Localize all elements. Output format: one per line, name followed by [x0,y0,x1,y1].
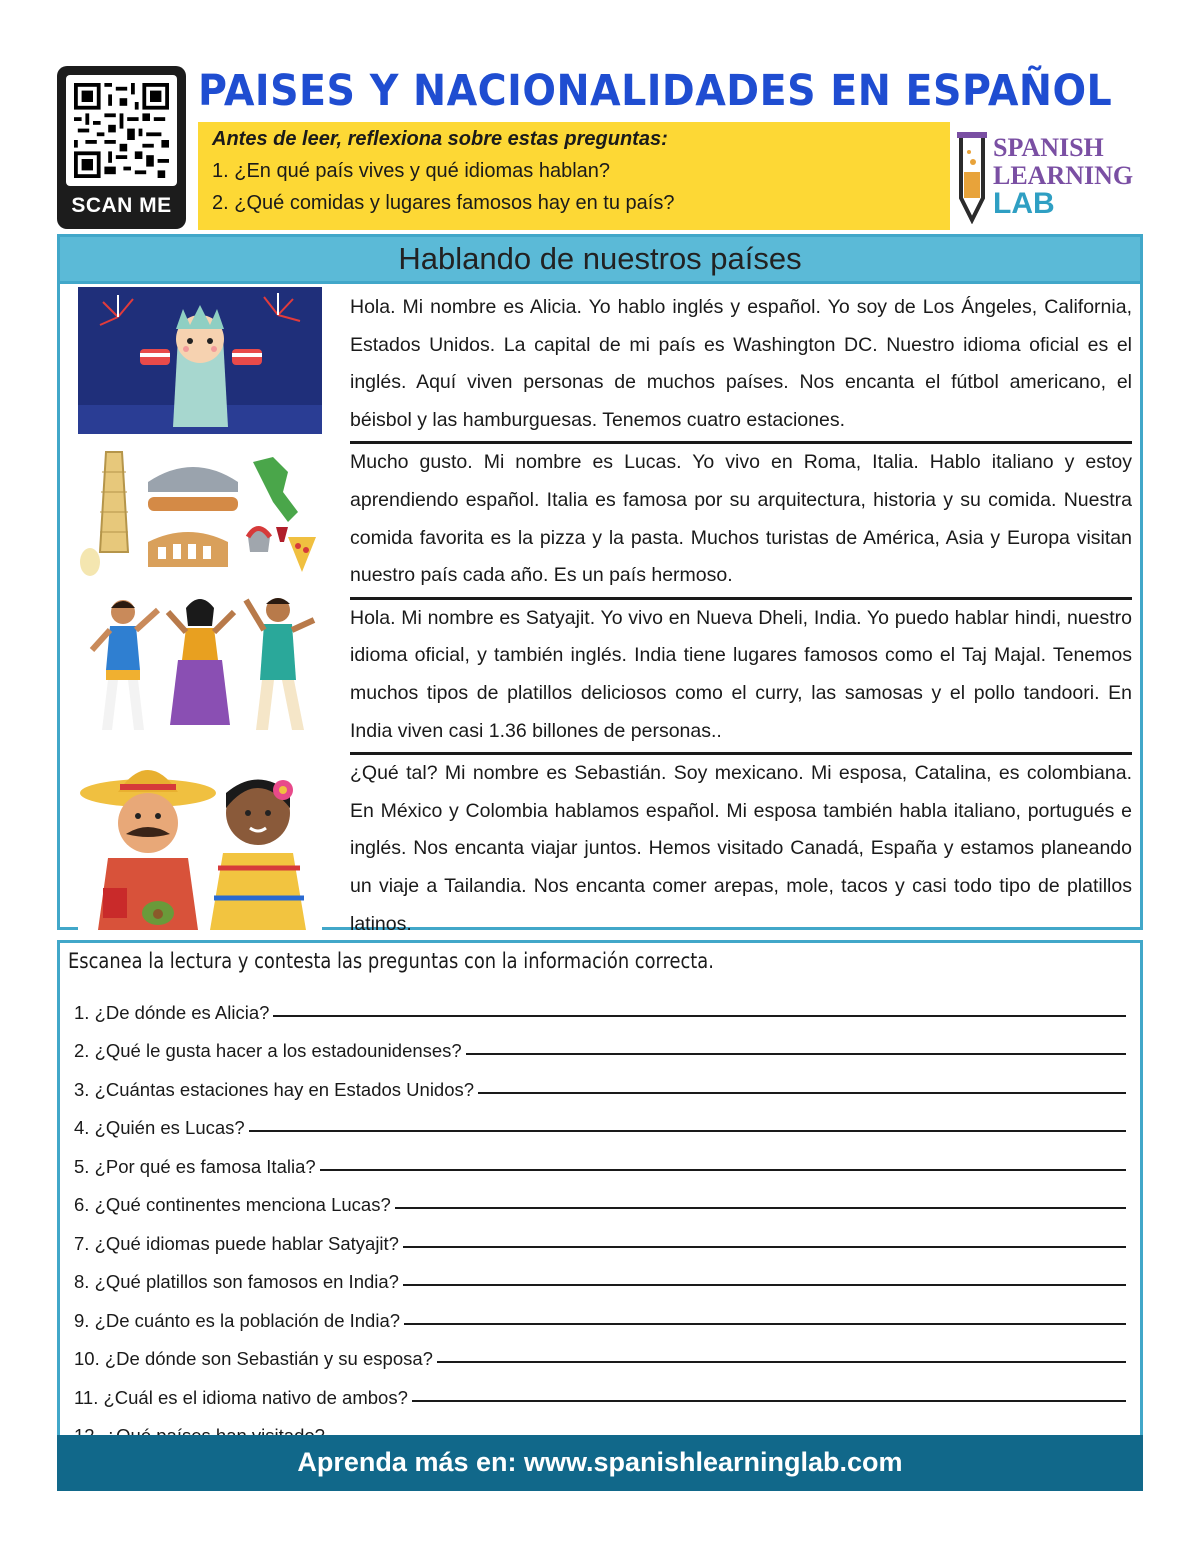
question-text: 5. ¿Por qué es famosa Italia? [74,1155,316,1177]
mexican-colombian-couple-illustration [78,748,322,930]
illustration-column [78,287,326,938]
question-text: 6. ¿Qué continentes menciona Lucas? [74,1194,391,1215]
qr-code-icon [74,83,169,178]
question-row [74,1293,1126,1332]
answer-line[interactable] [466,1053,1126,1055]
page-title: PAISES Y NACIONALIDADES EN ESPAÑOL [198,66,1113,116]
spanish-learning-lab-logo[interactable] [955,126,1145,226]
answer-line[interactable] [395,1207,1126,1209]
qr-scan-label: SCAN ME [71,194,172,217]
reading-title: Hablando de nuestros países [60,237,1140,284]
reading-paragraphs [350,289,1132,945]
reading-section [57,234,1143,935]
answer-line[interactable] [404,1323,1126,1325]
answer-line[interactable] [403,1284,1126,1286]
question-row [74,1024,1126,1063]
question-text: 8. ¿Qué platillos son famosos en India? [74,1271,399,1292]
paragraph-satyajit: Hola. Mi nombre es Satyajit. Yo vivo en Nueva Dheli, India. Yo puedo hablar hindi, nuestro idioma oficial, y también inglés. India tiene lugares famosos como el Taj Majal. Tenemos muchos tipos de platillos deliciosos como el curry, las samosas y el pollo tandoori. En India viven casi 1.36 billones de personas.. [350,597,1132,752]
question-row [74,1255,1126,1294]
question-row [74,1332,1126,1371]
paragraph-sebastian: ¿Qué tal? Mi nombre es Sebastián. Soy mexicano. Mi esposa, Catalina, es colombiana. En México y Colombia hablamos español. Mi esposa también habla italiano, portugués e inglés. Nos encanta viajar juntos. Hemos visitado Canadá, España y estamos planeando un viaje a Tailandia. Nos encanta comer arepas, mole, tacos y casi todo tipo de platillos latinos. [350,752,1132,945]
logo-line-1: SPANISH [993,133,1104,162]
question-row [74,1062,1126,1101]
question-row [74,1101,1126,1140]
question-list [74,985,1126,1447]
prompt-question: 1. ¿En qué país vives y qué idiomas hablan? [212,160,611,182]
question-text: 3. ¿Cuántas estaciones hay en Estados Unidos? [74,1078,475,1100]
prompt-question: 2. ¿Qué comidas y lugares famosos hay en tu país? [212,192,675,214]
question-row [74,1370,1126,1409]
question-row [74,1139,1126,1178]
statue-of-liberty-illustration [78,287,322,434]
pre-reading-prompt [198,122,950,230]
qr-code [66,75,177,186]
qr-code-badge[interactable] [57,66,186,229]
footer-website-link[interactable]: Aprenda más en: www.spanishlearninglab.com [57,1435,1143,1491]
answer-line[interactable] [403,1246,1126,1248]
pencil-flask-icon [955,128,991,224]
answer-line[interactable] [320,1169,1126,1171]
prompt-title: Antes de leer, reflexiona sobre estas preguntas: [212,128,668,150]
question-text: 10. ¿De dónde son Sebastián y su esposa? [74,1348,433,1369]
indian-dancers-illustration [78,590,322,740]
answer-line[interactable] [478,1092,1126,1094]
logo-line-2: LEARNING [993,161,1134,190]
question-text: 11. ¿Cuál es el idioma nativo de ambos? [74,1386,408,1408]
question-row [74,1178,1126,1217]
answer-line[interactable] [249,1130,1126,1132]
question-text: 4. ¿Quién es Lucas? [74,1117,245,1138]
questions-heading: Escanea la lectura y contesta las preguntas con la información correcta. [68,949,714,973]
answer-line[interactable] [437,1361,1126,1363]
logo-line-3: LAB [993,187,1055,220]
question-row [74,1216,1126,1255]
paragraph-lucas: Mucho gusto. Mi nombre es Lucas. Yo vivo en Roma, Italia. Hablo italiano y estoy aprendiendo español. Italia es famosa por su arquitectura, historia y su comida. Nuestra comida favorita es la pizza y la pasta. Muchos turistas de América, Asia y Europa visitan nuestro país cada año. Es un país hermoso. [350,441,1132,596]
italy-landmarks-illustration [78,442,322,582]
answer-line[interactable] [273,1015,1126,1017]
answer-line[interactable] [412,1400,1126,1402]
question-text: 9. ¿De cuánto es la población de India? [74,1309,401,1331]
question-text: 1. ¿De dónde es Alicia? [74,1001,270,1023]
questions-section [57,940,1143,1435]
paragraph-alicia: Hola. Mi nombre es Alicia. Yo hablo inglés y español. Yo soy de Los Ángeles, California, Estados Unidos. La capital de mi país es Washington DC. Nuestro idioma oficial es el inglés. Aquí viven personas de muchos países. Nos encanta el fútbol americano, el béisbol y las hamburguesas. Tenemos cuatro estaciones. [350,296,1132,431]
question-row [74,985,1126,1024]
question-text: 7. ¿Qué idiomas puede hablar Satyajit? [74,1232,399,1254]
question-text: 2. ¿Qué le gusta hacer a los estadounidenses? [74,1040,462,1061]
